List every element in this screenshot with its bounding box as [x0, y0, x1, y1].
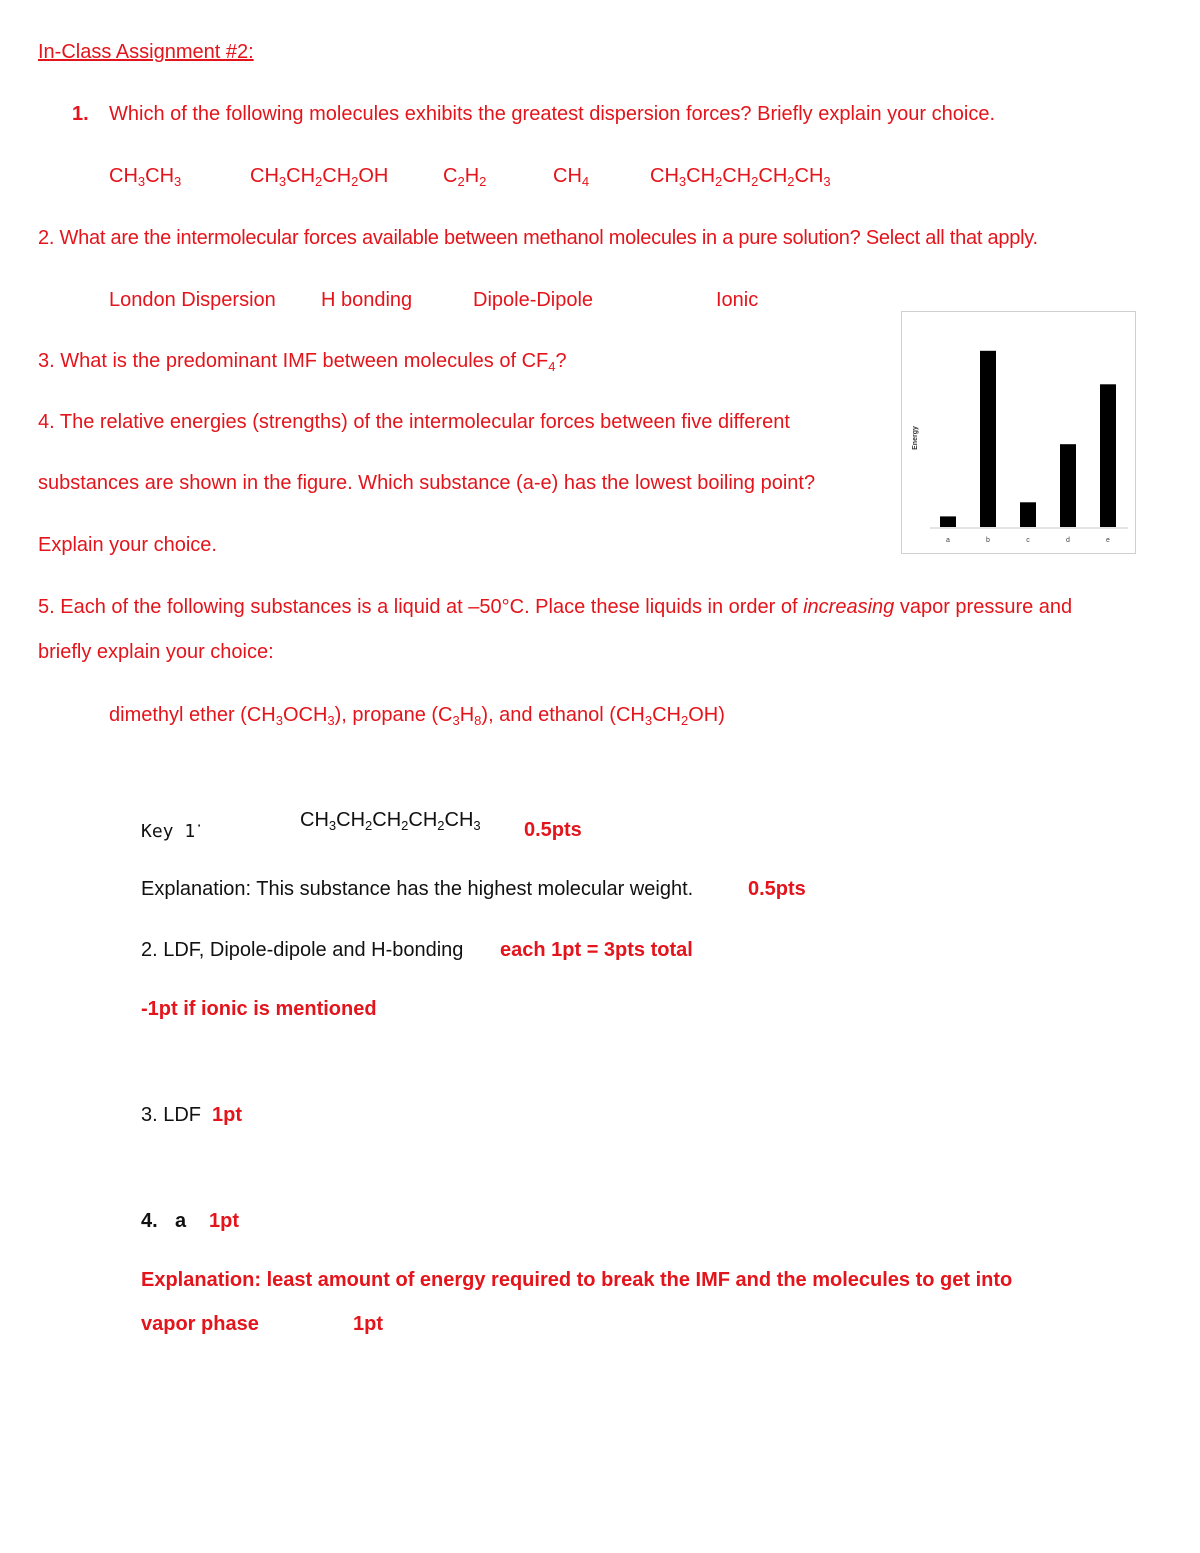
key-answer-4-points: 1pt [209, 1210, 239, 1232]
key-label: Key 1· [141, 819, 204, 842]
bar-e [1100, 384, 1116, 527]
key-explanation-4-points: 1pt [353, 1313, 383, 1335]
x-tick-labels [946, 537, 1110, 544]
bar-b [980, 351, 996, 527]
key-explanation-1-points: 0.5pts [748, 878, 806, 900]
key-answer-4-letter: a [175, 1210, 187, 1232]
q1-text: Which of the following molecules exhibits the greatest dispersion forces? Briefly explain your choice. [109, 103, 995, 125]
q4-line-3: Explain your choice. [38, 534, 217, 556]
q5-line-1: 5. Each of the following substances is a liquid at –50°C. Place these liquids in order of increasing vapor pressure and [38, 596, 1073, 618]
key-explanation-4-line-2: vapor phase [141, 1313, 259, 1335]
q1-number: 1. [72, 103, 89, 125]
q5-substances: dimethyl ether $(CH_3OCH_3)$, propane $(C_3H_8)$, and ethanol $(CH_3CH_2OH)$ [109, 704, 725, 728]
x-tick-label-d: d [1066, 537, 1070, 544]
page-title: In-Class Assignment #2: [38, 41, 254, 63]
q4-line-2: substances are shown in the figure. Which substance (a-e) has the lowest boiling point? [38, 472, 816, 494]
q1-option-pentane: $CH_3CH_2CH_2CH_2CH_3$ [650, 165, 831, 189]
key-explanation-1: Explanation: This substance has the highest molecular weight. [141, 878, 694, 900]
x-tick-label-b: b [986, 537, 990, 544]
key-explanation-4-line-1: Explanation: least amount of energy required to break the IMF and the molecules to get into [141, 1269, 1013, 1291]
q2-option-ionic: Ionic [716, 289, 759, 311]
key-answer-4-number: 4. [141, 1210, 158, 1232]
q5-line-2: briefly explain your choice: [38, 641, 274, 663]
key-answer-2-penalty: -1pt if ionic is mentioned [141, 998, 377, 1020]
q4-line-1: 4. The relative energies (strengths) of the intermolecular forces between five different [38, 411, 790, 433]
bar-c [1020, 502, 1036, 527]
x-tick-label-c: c [1026, 537, 1030, 544]
q3-text: 3. What is the predominant IMF between molecules of $CF_4$? [38, 350, 567, 374]
key-answer-3-points: 1pt [212, 1104, 242, 1126]
q1-option-ethane: $CH_3CH_3$ [109, 165, 182, 189]
q2-option-dipole: Dipole-Dipole [473, 289, 594, 311]
x-tick-label-e: e [1106, 537, 1110, 544]
x-tick-label-a: a [946, 537, 950, 544]
q2-option-london: London Dispersion [109, 289, 276, 311]
bar-d [1060, 444, 1076, 527]
key-answer-3: 3. LDF [141, 1104, 202, 1126]
bars [940, 351, 1116, 527]
key-answer-1-points: 0.5pts [524, 819, 582, 841]
key-answer-2-points: each 1pt = 3pts total [500, 939, 693, 961]
q1-option-acetylene: $C_2H_2$ [443, 165, 487, 189]
key-answer-1: $CH_3CH_2CH_2CH_2CH_3$ [300, 809, 481, 833]
q2-option-hbonding: H bonding [321, 289, 413, 311]
q1-option-propanol: $CH_3CH_2CH_2OH$ [250, 165, 389, 189]
energy-bar-chart [901, 311, 1136, 554]
q1-option-methane: $CH_4$ [553, 165, 590, 189]
chart-canvas [902, 312, 1135, 553]
q2-text: 2. What are the intermolecular forces available between methanol molecules in a pure solution? Select all that apply. [38, 227, 1038, 249]
y-axis-label: Energy [912, 426, 919, 450]
bar-a [940, 516, 956, 527]
key-answer-2: 2. LDF, Dipole-dipole and H-bonding [141, 939, 464, 961]
